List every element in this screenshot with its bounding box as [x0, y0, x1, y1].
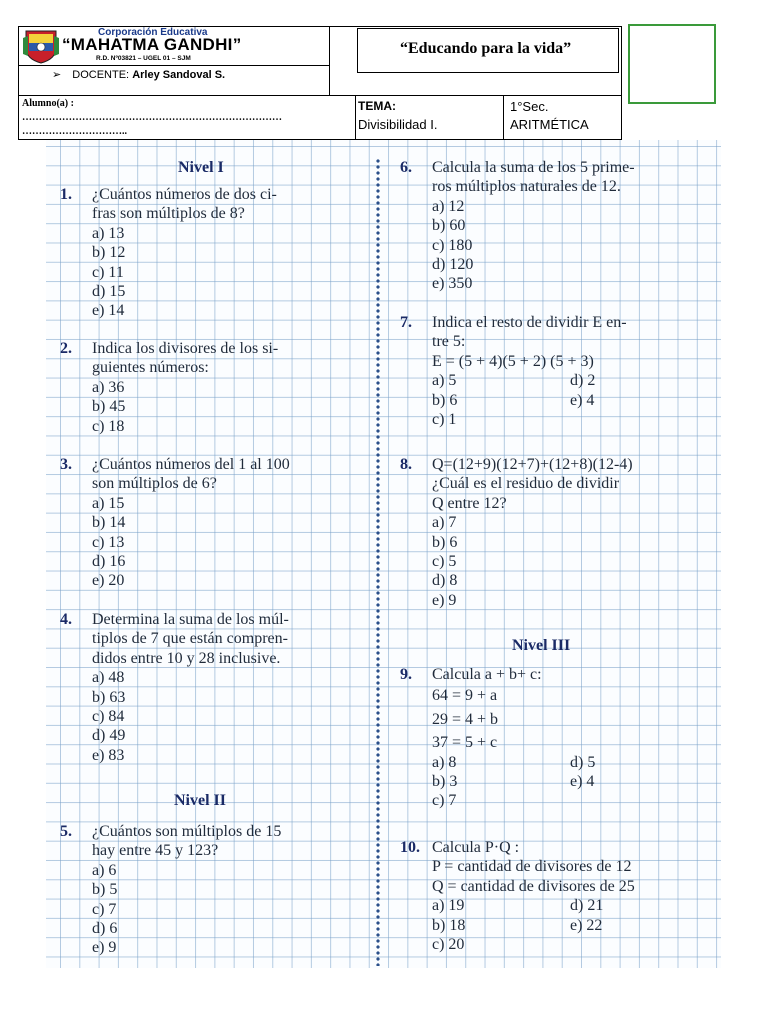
- question-number: 4.: [60, 611, 72, 628]
- option: c) 1: [432, 411, 457, 429]
- option: e) 4: [570, 391, 595, 409]
- option: b) 6: [432, 391, 458, 409]
- question-number: 10.: [400, 839, 420, 856]
- question-text-line: Calcula P·Q :: [432, 839, 520, 856]
- option: c) 7: [432, 792, 457, 810]
- alumno-line-2: …………………………..: [22, 126, 127, 137]
- option: a) 48: [92, 669, 125, 687]
- option: b) 60: [432, 217, 466, 235]
- option: a) 15: [92, 494, 125, 512]
- question-text-line: Indica los divisores de los si-: [92, 340, 279, 357]
- alumno-label: Alumno(a) :: [22, 98, 74, 109]
- option: c) 18: [92, 417, 125, 435]
- question-number: 9.: [400, 666, 412, 683]
- option: e) 83: [92, 746, 125, 764]
- option: a) 8: [432, 753, 457, 771]
- motto: “Educando para la vida”: [400, 40, 572, 57]
- question-number: 7.: [400, 314, 412, 331]
- school-name: “MAHATMA GANDHI”: [62, 35, 242, 54]
- question-text-line: guientes números:: [92, 359, 209, 377]
- question-number: 8.: [400, 456, 412, 473]
- question-text-line: P = cantidad de divisores de 12: [432, 858, 632, 876]
- docente-row: [52, 68, 225, 81]
- grade-label: 1°Sec.: [510, 99, 549, 114]
- option: e) 20: [92, 572, 125, 590]
- option: d) 120: [432, 256, 474, 274]
- option: a) 13: [92, 224, 125, 242]
- option: d) 8: [432, 572, 458, 590]
- question-text-line: Q = cantidad de divisores de 25: [432, 877, 635, 895]
- option: a) 6: [92, 861, 117, 879]
- question-text-line: Q entre 12?: [432, 494, 507, 512]
- tema-label: TEMA:: [358, 99, 396, 113]
- option: b) 18: [432, 916, 466, 934]
- school-rd: R.D. Nº03821 – UGEL 01 – SJM: [96, 55, 191, 62]
- docente-label: DOCENTE:: [72, 69, 130, 81]
- question-3: [60, 455, 370, 591]
- tema-value: Divisibilidad I.: [358, 117, 438, 132]
- option: e) 9: [92, 939, 117, 957]
- alumno-line-1: ……………………………………………………………………: [22, 112, 282, 123]
- question-text-line: ¿Cuál es el residuo de dividir: [432, 475, 620, 493]
- question-text-line: didos entre 10 y 28 inclusive.: [92, 649, 281, 667]
- math-expression: Q=(12+9)(12+7)+(12+8)(12-4): [432, 456, 633, 473]
- option: a) 12: [432, 197, 465, 215]
- option: c) 7: [92, 900, 117, 918]
- option: c) 84: [92, 708, 125, 726]
- question-10: [400, 838, 720, 954]
- option: e) 4: [570, 773, 595, 791]
- level-3-title: Nivel III: [512, 637, 571, 654]
- option: b) 6: [432, 533, 458, 551]
- question-7: [400, 313, 710, 429]
- school-logo: [22, 28, 60, 64]
- option: c) 13: [92, 533, 125, 551]
- level-1-title: Nivel I: [178, 159, 224, 176]
- option: c) 11: [92, 263, 124, 281]
- option: b) 14: [92, 514, 126, 532]
- option: b) 63: [92, 688, 126, 706]
- option: d) 15: [92, 283, 126, 301]
- question-text-line: ¿Cuántos números del 1 al 100: [92, 456, 290, 473]
- question-number: 5.: [60, 823, 72, 840]
- question-number: 2.: [60, 340, 72, 357]
- question-text-line: ros múltiplos naturales de 12.: [432, 178, 621, 196]
- question-4: [60, 610, 370, 765]
- question-text-line: ¿Cuántos números de dos ci-: [92, 186, 277, 203]
- question-9: [400, 665, 710, 811]
- option: c) 180: [432, 236, 473, 254]
- arrow-bullet-icon: ➢: [52, 69, 62, 81]
- option: b) 45: [92, 398, 126, 416]
- option: b) 3: [432, 773, 458, 791]
- question-number: 6.: [400, 159, 412, 176]
- corporation-label: Corporación Educativa: [98, 27, 208, 38]
- question-text-line: Determina la suma de los múl-: [92, 611, 289, 628]
- question-text-line: fras son múltiplos de 8?: [92, 205, 245, 223]
- option: b) 5: [92, 881, 118, 899]
- option: d) 21: [570, 897, 604, 915]
- question-text-line: Indica el resto de dividir E en-: [432, 314, 627, 331]
- option: e) 14: [92, 302, 125, 320]
- question-text-line: tre 5:: [432, 333, 466, 351]
- option: a) 5: [432, 372, 457, 390]
- column-divider-dots: [376, 158, 380, 966]
- option: a) 36: [92, 378, 125, 396]
- equation: 64 = 9 + a: [432, 687, 498, 705]
- photo-placeholder-box: [628, 24, 716, 104]
- option: d) 6: [92, 920, 118, 938]
- docente-name: Arley Sandoval S.: [132, 69, 226, 81]
- question-2: [60, 339, 370, 436]
- question-number: 1.: [60, 186, 72, 203]
- option: e) 22: [570, 916, 603, 934]
- equation: 29 = 4 + b: [432, 710, 499, 728]
- option: d) 49: [92, 727, 126, 745]
- option: a) 7: [432, 514, 457, 532]
- question-text-line: Calcula la suma de los 5 prime-: [432, 159, 635, 176]
- option: e) 9: [432, 591, 457, 609]
- option: d) 5: [570, 753, 596, 771]
- option: d) 16: [92, 553, 126, 571]
- option: d) 2: [570, 372, 596, 390]
- question-text-line: Calcula a + b+ c:: [432, 666, 542, 683]
- option: c) 5: [432, 553, 457, 571]
- level-2-title: Nivel II: [174, 792, 226, 809]
- math-expression: E = (5 + 4)(5 + 2) (5 + 3): [432, 352, 594, 370]
- question-1: [60, 185, 370, 321]
- question-text-line: son múltiplos de 6?: [92, 475, 217, 493]
- option: e) 350: [432, 275, 473, 293]
- question-text-line: ¿Cuántos son múltiplos de 15: [92, 823, 282, 840]
- question-text-line: hay entre 45 y 123?: [92, 842, 219, 860]
- question-6: [400, 158, 710, 294]
- question-8: [400, 455, 710, 610]
- equation: 37 = 5 + c: [432, 734, 498, 752]
- subject-label: ARITMÉTICA: [510, 117, 589, 132]
- question-text-line: tiplos de 7 que están compren-: [92, 630, 288, 648]
- option: a) 19: [432, 897, 465, 915]
- option: c) 20: [432, 936, 465, 954]
- question-number: 3.: [60, 456, 72, 473]
- option: b) 12: [92, 244, 126, 262]
- question-5: [60, 822, 370, 958]
